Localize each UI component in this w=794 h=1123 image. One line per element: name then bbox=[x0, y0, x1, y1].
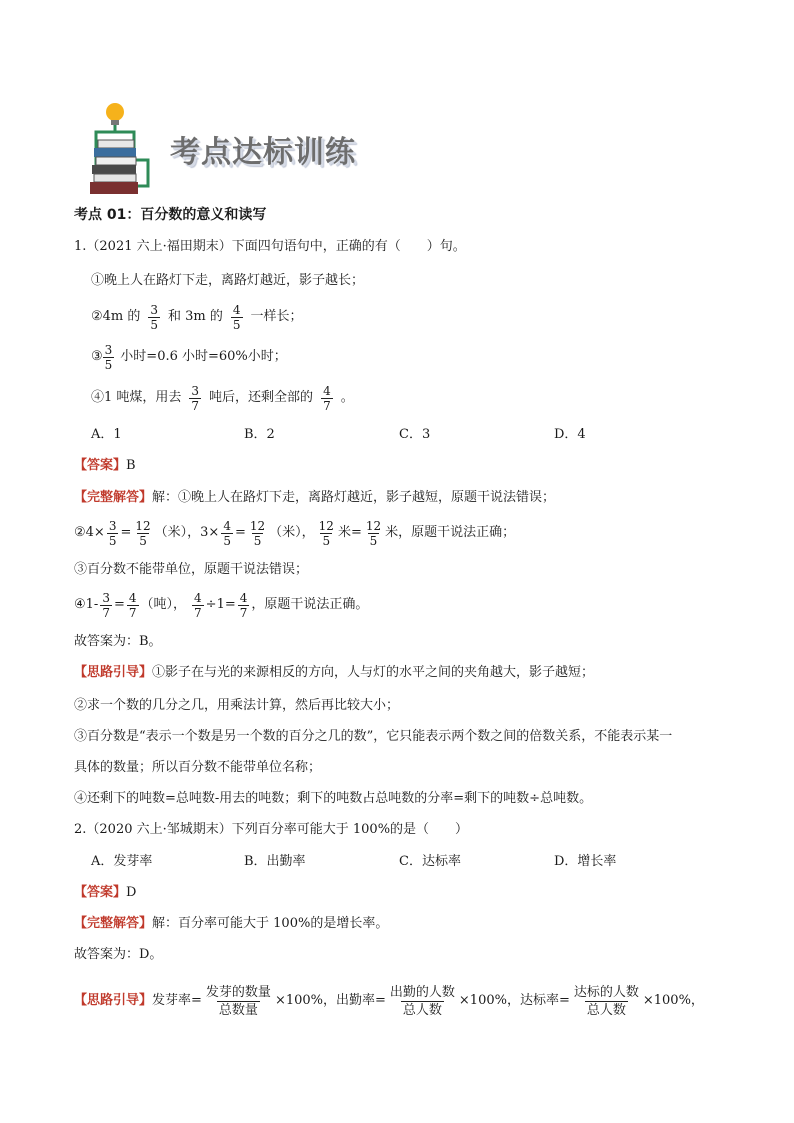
statement-3 bbox=[91, 337, 287, 377]
fraction bbox=[388, 984, 457, 1019]
denominator: 5 bbox=[232, 317, 241, 332]
denominator: 7 bbox=[191, 398, 200, 413]
fraction bbox=[204, 984, 273, 1019]
question-stem: 1.（2021 六上·福田期末）下面四句语句中，正确的有（ ）句。 bbox=[74, 239, 466, 254]
fraction bbox=[103, 343, 115, 372]
denominator: 5 bbox=[108, 533, 117, 548]
fraction bbox=[572, 984, 641, 1019]
numerator: 3 bbox=[102, 590, 110, 605]
text: = bbox=[113, 597, 125, 612]
option-a: A．1 bbox=[91, 427, 122, 442]
option-c: C．3 bbox=[399, 427, 431, 442]
text: 米= bbox=[337, 525, 362, 540]
denominator: 7 bbox=[239, 605, 248, 620]
fraction bbox=[189, 384, 201, 413]
numerator: 12 bbox=[135, 518, 151, 533]
denominator: 5 bbox=[322, 533, 331, 548]
fraction bbox=[231, 303, 243, 332]
text: ③ bbox=[91, 349, 103, 364]
denominator: 7 bbox=[194, 605, 202, 620]
answer-tag: 【答案】 bbox=[74, 885, 127, 900]
numerator: 出勤的人数 bbox=[389, 984, 455, 1000]
solution-line-3: ③百分数不能带单位，原题干说法错误； bbox=[74, 562, 309, 577]
answer-value: D bbox=[126, 885, 137, 900]
option-b: B．2 bbox=[244, 427, 275, 442]
denominator: 总人数 bbox=[586, 1002, 626, 1018]
text: ②4m 的 bbox=[91, 309, 141, 324]
option-a: A．发芽率 bbox=[91, 854, 153, 869]
text: ×100%，出勤率= bbox=[274, 993, 386, 1008]
fraction bbox=[364, 519, 383, 548]
numerator: 12 bbox=[318, 518, 334, 533]
conclusion: 故答案为：D。 bbox=[74, 947, 163, 962]
text: 米，原题干说法正确； bbox=[385, 525, 516, 540]
hint-tag: 【思路引导】 bbox=[74, 665, 153, 680]
fraction bbox=[148, 303, 160, 332]
fraction bbox=[238, 591, 250, 620]
text: 一样长； bbox=[250, 309, 303, 324]
denominator: 7 bbox=[128, 605, 137, 620]
hint-line-3b: 具体的数量；所以百分数不能带单位名称； bbox=[74, 760, 322, 775]
text: 小时=0.6 小时=60%小时； bbox=[120, 349, 287, 364]
option-c: C．达标率 bbox=[399, 854, 461, 869]
text: （米），3× bbox=[154, 525, 220, 540]
denominator: 总数量 bbox=[218, 1002, 258, 1018]
numerator: 4 bbox=[323, 383, 331, 398]
answer-line bbox=[74, 884, 136, 903]
text: = bbox=[234, 525, 246, 540]
denominator: 5 bbox=[104, 357, 113, 372]
denominator: 7 bbox=[102, 605, 110, 620]
fraction bbox=[248, 519, 267, 548]
fraction bbox=[192, 591, 204, 620]
solution-line-4 bbox=[74, 585, 368, 625]
option-b: B．出勤率 bbox=[244, 854, 306, 869]
header-illustration bbox=[82, 100, 162, 198]
text: ÷1= bbox=[205, 597, 236, 612]
hint-line bbox=[74, 978, 704, 1024]
numerator: 4 bbox=[128, 590, 137, 605]
numerator: 3 bbox=[108, 518, 117, 533]
numerator: 4 bbox=[239, 590, 248, 605]
conclusion: 故答案为：B。 bbox=[74, 634, 162, 649]
option-d: D．增长率 bbox=[554, 854, 617, 869]
fraction bbox=[317, 519, 336, 548]
denominator: 5 bbox=[150, 317, 159, 332]
text: ②4× bbox=[74, 525, 105, 540]
numerator: 12 bbox=[249, 518, 266, 533]
fraction bbox=[133, 519, 152, 548]
question-stem: 2.（2020 六上·邹城期末）下列百分率可能大于 100%的是（ ） bbox=[74, 822, 469, 837]
text: （吨）， bbox=[140, 597, 187, 612]
denominator: 5 bbox=[369, 533, 378, 548]
numerator: 12 bbox=[365, 518, 382, 533]
fraction bbox=[321, 384, 333, 413]
numerator: 达标的人数 bbox=[573, 984, 639, 1000]
solution-tag: 【完整解答】 bbox=[74, 916, 153, 931]
text: ×100%， bbox=[642, 993, 704, 1008]
solution-line-2 bbox=[74, 513, 515, 553]
denominator: 总人数 bbox=[402, 1002, 442, 1018]
numerator: 发芽的数量 bbox=[205, 984, 271, 1000]
hint-line-1 bbox=[74, 664, 594, 683]
numerator: 3 bbox=[150, 302, 159, 317]
numerator: 3 bbox=[104, 342, 113, 357]
solution-tag: 【完整解答】 bbox=[74, 490, 153, 505]
denominator: 5 bbox=[223, 533, 231, 548]
numerator: 3 bbox=[191, 383, 200, 398]
text: ④1- bbox=[74, 597, 99, 612]
text: 吨后，还剩全部的 bbox=[209, 390, 314, 405]
solution-text: 解：①晚上人在路灯下走，离路灯越近，影子越短，原题干说法错误； bbox=[152, 490, 556, 505]
text: 和 3m 的 bbox=[168, 309, 223, 324]
numerator: 4 bbox=[194, 590, 202, 605]
text: = bbox=[120, 525, 132, 540]
hint-text: ①影子在与光的来源相反的方向，人与灯的水平之间的夹角越大，影子越短； bbox=[152, 665, 595, 680]
solution-text: 解：百分率可能大于 100%的是增长率。 bbox=[152, 916, 389, 931]
hint-tag: 【思路引导】 bbox=[74, 993, 153, 1008]
solution-line-1 bbox=[74, 489, 555, 508]
hint-line-4: ④还剩下的吨数=总吨数-用去的吨数；剩下的吨数占总吨数的分率=剩下的吨数÷总吨数。 bbox=[74, 791, 593, 806]
text: ×100%，达标率= bbox=[458, 993, 570, 1008]
text: 发芽率= bbox=[152, 993, 202, 1008]
fraction bbox=[107, 519, 119, 548]
section-title: 考点 01：百分数的意义和读写 bbox=[74, 207, 267, 223]
statement-4 bbox=[91, 378, 354, 418]
numerator: 4 bbox=[232, 302, 241, 317]
statement-2 bbox=[91, 297, 303, 337]
solution-line-1 bbox=[74, 915, 388, 934]
hint-line-2: ②求一个数的几分之几，用乘法计算，然后再比较大小； bbox=[74, 698, 400, 713]
answer-line bbox=[74, 457, 136, 476]
answer-value: B bbox=[126, 458, 136, 473]
header-title: 考点达标训练 bbox=[170, 135, 356, 170]
denominator: 5 bbox=[253, 533, 262, 548]
text: （米）， bbox=[269, 525, 315, 540]
option-d: D．4 bbox=[554, 427, 586, 442]
text: ，原题干说法正确。 bbox=[251, 597, 369, 612]
numerator: 4 bbox=[223, 518, 231, 533]
denominator: 5 bbox=[139, 533, 147, 548]
statement-1: ①晚上人在路灯下走，离路灯越近，影子越长； bbox=[91, 273, 365, 288]
denominator: 7 bbox=[323, 398, 331, 413]
fraction bbox=[127, 591, 139, 620]
text: ④1 吨煤，用去 bbox=[91, 390, 182, 405]
answer-tag: 【答案】 bbox=[74, 458, 127, 473]
hint-line-3: ③百分数是“表示一个数是另一个数的百分之几的数”，它只能表示两个数之间的倍数关系，不能表示某一 bbox=[74, 729, 673, 744]
fraction bbox=[100, 591, 112, 620]
text: 。 bbox=[340, 390, 354, 405]
fraction bbox=[221, 519, 233, 548]
books-lightbulb-icon bbox=[82, 100, 162, 198]
